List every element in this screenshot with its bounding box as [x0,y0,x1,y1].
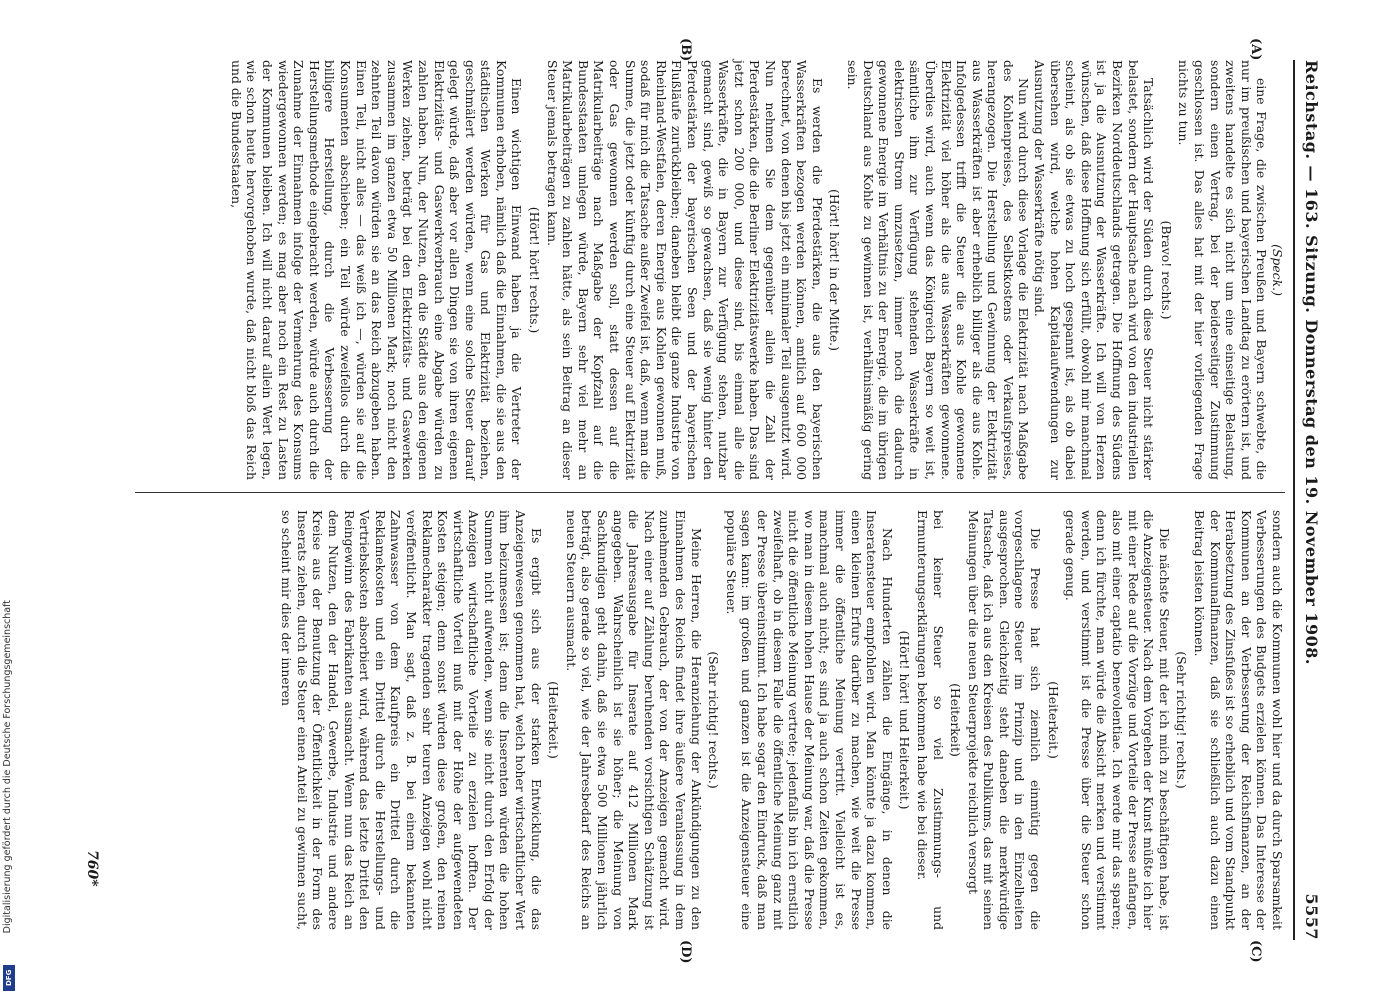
paragraph: Nun wird durch diese Vorlage die Elektrizität nach Maßgabe des Kohlenpreises, des Selbstkostens oder Verkaufspreises, herangezogen. Die Herstellung und Gewinnung der Elektrizität aus Wasserkräften ist aber erheblich billiger als die aus Kohle. Infolgedessen trifft die Steuer die aus Kohle gewonnene Elektrizität viel höher als die aus Wasserkräften gewonnene. Überdies wird, auch wenn das Königreich Bayern so weit ist, sämtliche ihm zur Verfügung stehenden Wasserkräfte in elektrischen Strom umzusetzen, immer noch die dadurch gewonnene Energie im Verhältnis zu der Energie, die im übrigen Deutschland aus Kohle zu gewinnen ist, verhältnismäßig gering sein. [844,60,1032,480]
paragraph: Nach Hunderten zählen die Eingänge, in denen die Inseratensteuer empfohlen wird. Man könnte ja dazu kommen, einen kleinen Erfurs darüber zu machen, wie weit die Presse immer die öffentliche Meinung vertritt. Vielleicht ist es, manchmal auch nicht; es sind ja auch schon Zeiten gekommen, wo man in diesem hohen Hause der Meinung war, daß die Presse nicht die öffentliche Meinung vertrete; jedenfalls bin ich ernstlich zweifelhaft, ob in diesem Falle die öffentliche Meinung ganz mit der Presse übereinstimmt. Ich habe sogar den Eindruck, daß man sagen kann: im großen und ganzen ist die Anzeigensteuer eine populäre Steuer. [723,510,895,930]
side-note [2,600,16,995]
interjection: (Heiterkeit.) [546,681,562,759]
paragraph: Einen wichtigen Einwand haben ja die Vertreter der Kommunen erhoben, nämlich daß die Einnahmen, die sie aus den städtischen Werken für Gas und Elektrizität beziehen, geschmälert werden würden, wenn eine solche Steuer darauf gelegt würde, daß aber vor allen Dingen sie von ihren eigenen Elektrizitäts- und Gaswerkverbrauch eine Abgabe würden zu zahlen haben. Nun, der Nutzen, den die Städte aus den eigenen Werken ziehen, beträgt bei den Elektrizitäts- und Gaswerken zusammen im ganzen etwa 50 Millionen Mark; noch nicht den zehnten Teil davon würden sie an das Reich abzugeben haben. Einen Teil, nicht alles — das weiß ich —, würden sie auf die Konsumenten abschieben; ein Teil würde zweifellos durch die billigere Herstellung, durch die Verbesserung der Herstellungsmethode eingebracht werden, würde auch durch die Zunahme der Einnahmen infolge der Vermehrung des Konsums wiedergewonnen werden; es mag aber noch ein Rest zu Lasten der Kommunen bleiben. Ich will nicht darauf allein Wert legen, wie schon heute hervorgehoben wurde, daß nicht bloß das Reich und die Bundesstaaten, [228,60,525,480]
paragraph: Die nächste Steuer, mit der ich mich zu beschäftigen habe, ist die Anzeigensteuer. Nach dem Vorgehen der Kunst müßte ich hier mit einer Rede auf die Vorzüge und Vorteile der Presse anfangen, also mit einer captatio benevolentiae. Ich werde mir das sparen; denn ich fürchte, man würde die Absicht merken und verstimmt werden, und verstimmt ist die Presse über die Steuer schon gerade genug. [1063,510,1172,930]
paragraph: Tatsächlich wird der Süden durch diese Steuer nicht stärker belastet, sondern der Hauptsache nach wird von den industriellen Bezirken Norddeutschlands getragen. Die Hoffnung des Südens ist ja die Ausnutzung der Wasserkräfte. Ich will von Herzen wünschen, daß diese Hoffnung sich erfüllt, obwohl mir manchmal scheint, als ob sie etwas zu hoch gespannt ist, als ob dabei übersehen wird, welche hohen Kapitalaufwendungen zur Ausnutzung der Wasserkräfte nötig sind. [1032,60,1157,480]
paragraph: Es werden die Pferdestärken, die aus den bayerischen Wasserkräften bezogen werden können, amtlich auf 600 000 berechnet, von denen bis jetzt ein minimaler Teil ausgenutzt wird. Nun nehmen Sie dem gegenüber allein die Zahl der Pferdestärken, die die Berliner Elektrizitätswerke haben. Das sind jetzt schon 200 000, und diese sind, bis einmal alle die Wasserkräfte, die in Bayern zur Verfügung stehen, nutzbar gemacht sind, gewiß so gewachsen, daß sie wenig hinter den Pferdestärken der bayerischen Seen und der bayerischen Flußläufe zurückbleiben; daneben bleibt die ganze Industrie von Rheinland-Westfalen, deren Energie aus Kohlen gewonnen muß, sodaß für mich die Tatsache außer Zweifel ist, daß, wenn man die Summe, die jetzt oder künftig durch eine Steuer auf Elektrizität oder Gas gewonnen werden soll, statt dessen auf die Matrikularbeiträge nach Maßgabe der Kopfzahl auf die Bundesstaaten umlegen würde, Bayern sehr viel mehr an Matrikularbeiträgen zu zahlen hätte, als sein Beitrag an dieser Steuer jemals betragen kann. [544,60,825,480]
interjection: (Sehr richtig! rechts.) [706,651,722,789]
marker-b: (B) [678,38,693,62]
column-divider [135,492,1285,493]
interjection: (Hört! hört! in der Mitte.) [827,189,843,351]
interjection: (Sehr richtig! rechts.) [1174,651,1190,789]
paragraph: Meine Herren, die Heranziehung der Ankündigungen zu den Einnahmen des Reichs findet ihre äußere Veranlassung in dem zunehmenden Gebrauch, der von der Anzeigen gemacht wird. Nach einer auf Zählung beruhenden vorsichtigen Schätzung ist die Jahresausgabe für Inserate auf 412 Millionen Mark angegeben. Wahrscheinlich ist sie höher; die Meinung von Sachkundigen geht dahin, daß sie etwa 500 Millionen jährlich beträgt, also gerade so viel, wie der Jahresbedarf des Reichs an neuen Steuern ausmacht. [563,510,704,930]
interjection: (Bravo! rechts.) [1158,220,1174,320]
speaker-name: (Speck.) [1270,244,1285,296]
page-header [1295,60,1325,940]
paragraph: bei keiner Steuer so viel Zustimmungs- und Ermunterungserklärungen bekommen habe wie bei dieser. [914,510,946,930]
header-rule [1293,60,1295,940]
interjection: (Heiterkeit.) [1045,681,1061,759]
left-column [228,60,1285,480]
interjection: (Hört! hört! und Heiterkeit.) [897,630,913,810]
paragraph: eine Frage, die zwischen Preußen und Bayern schwebte, die nur im preußischen und bayerischen Landtag zu erörtern ist, und zweitens handelte es sich nicht um eine einseitige Belastung, sondern einen Vertrag, bei der beiderseitiger Zustimmung geschlossen ist. Das alles hat mit der hier vorliegenden Frage nichts zu tun. [1176,60,1270,480]
marker-a: (A) [1248,38,1263,61]
interjection: (Hört! hört! rechts.) [527,206,543,334]
marker-d: (D) [678,940,693,964]
interjection: (Heiterkeit) [948,683,964,757]
paragraph: sondern auch die Kommunen wohl hier und da durch Sparsamkeit Verbesserungen des Budgets erzielen können. Das Interesse der Kommunen an der Verbesserung der Reichsfinanzen, an der Herabsetzung des Zinsfußes ist so erheblich und vom Standpunkt der Kommunalfinanzen, daß sie schließlich auch dazu einen Beitrag leisten können. [1192,510,1285,930]
header-title: Reichstag. — 163. Sitzung. Donnerstag den 19. November 1908. [1302,60,1321,665]
sheet-number: 760* [84,850,100,887]
paragraph: Die Presse hat sich ziemlich einmütig gegen die vorgeschlagene Steuer im Prinzip und in den Einzelheiten ausgesprochen. Gleichzeitig steht daneben die merkwürdige Tatsache, daß ich aus den Kreisen des Publikums, das mit seinen Meinungen über die neuen Steuerprojekte reichlich versorgt [965,510,1044,930]
page-number: 5557 [1302,893,1321,940]
marker-c: (C) [1248,940,1263,963]
funding-note: Digitalisierung gefördert durch die Deutsche Forschungsgemeinschaft [2,600,13,934]
dfg-logo: DFG [3,965,15,991]
right-column [279,510,1285,930]
paragraph: Es ergibt sich aus der starken Entwicklung, die das Anzeigenwesen genommen hat, welch hoher wirtschaftlicher Wert ihm beizumessen ist; denn die Inserenten würden die hohen Summen nicht aufwenden, wenn sie nicht durch den Erfolg der Anzeigen wirtschaftliche Vorteile zu erzielen hofften. Der wirtschaftliche Vorteil muß mit der Höhe der aufgewendeten Kosten steigen; denn sonst würden diese großen, den reinen Reklamecharakter tragenden sehr teuren Anzeigen wohl nicht veröffentlicht. Man sagt, daß z. B. bei einem bekannten Zahnwasser von dem Kaufpreis ein Drittel durch die Reklamekosten und ein Drittel durch die Herstellungs- und Vertriebskosten absorbiert wird, während das letzte Drittel den Reingewinn des Fabrikanten ausmacht. Wenn nun das Reich an dem Nutzen, den der Handel, Gewerbe, Industrie und andere Kreise aus der Benutzung der Öffentlichkeit in der Form des Inserats ziehen, durch die Steuer einen Anteil zu gewinnen sucht, so scheint mir dies der inneren [279,510,544,930]
